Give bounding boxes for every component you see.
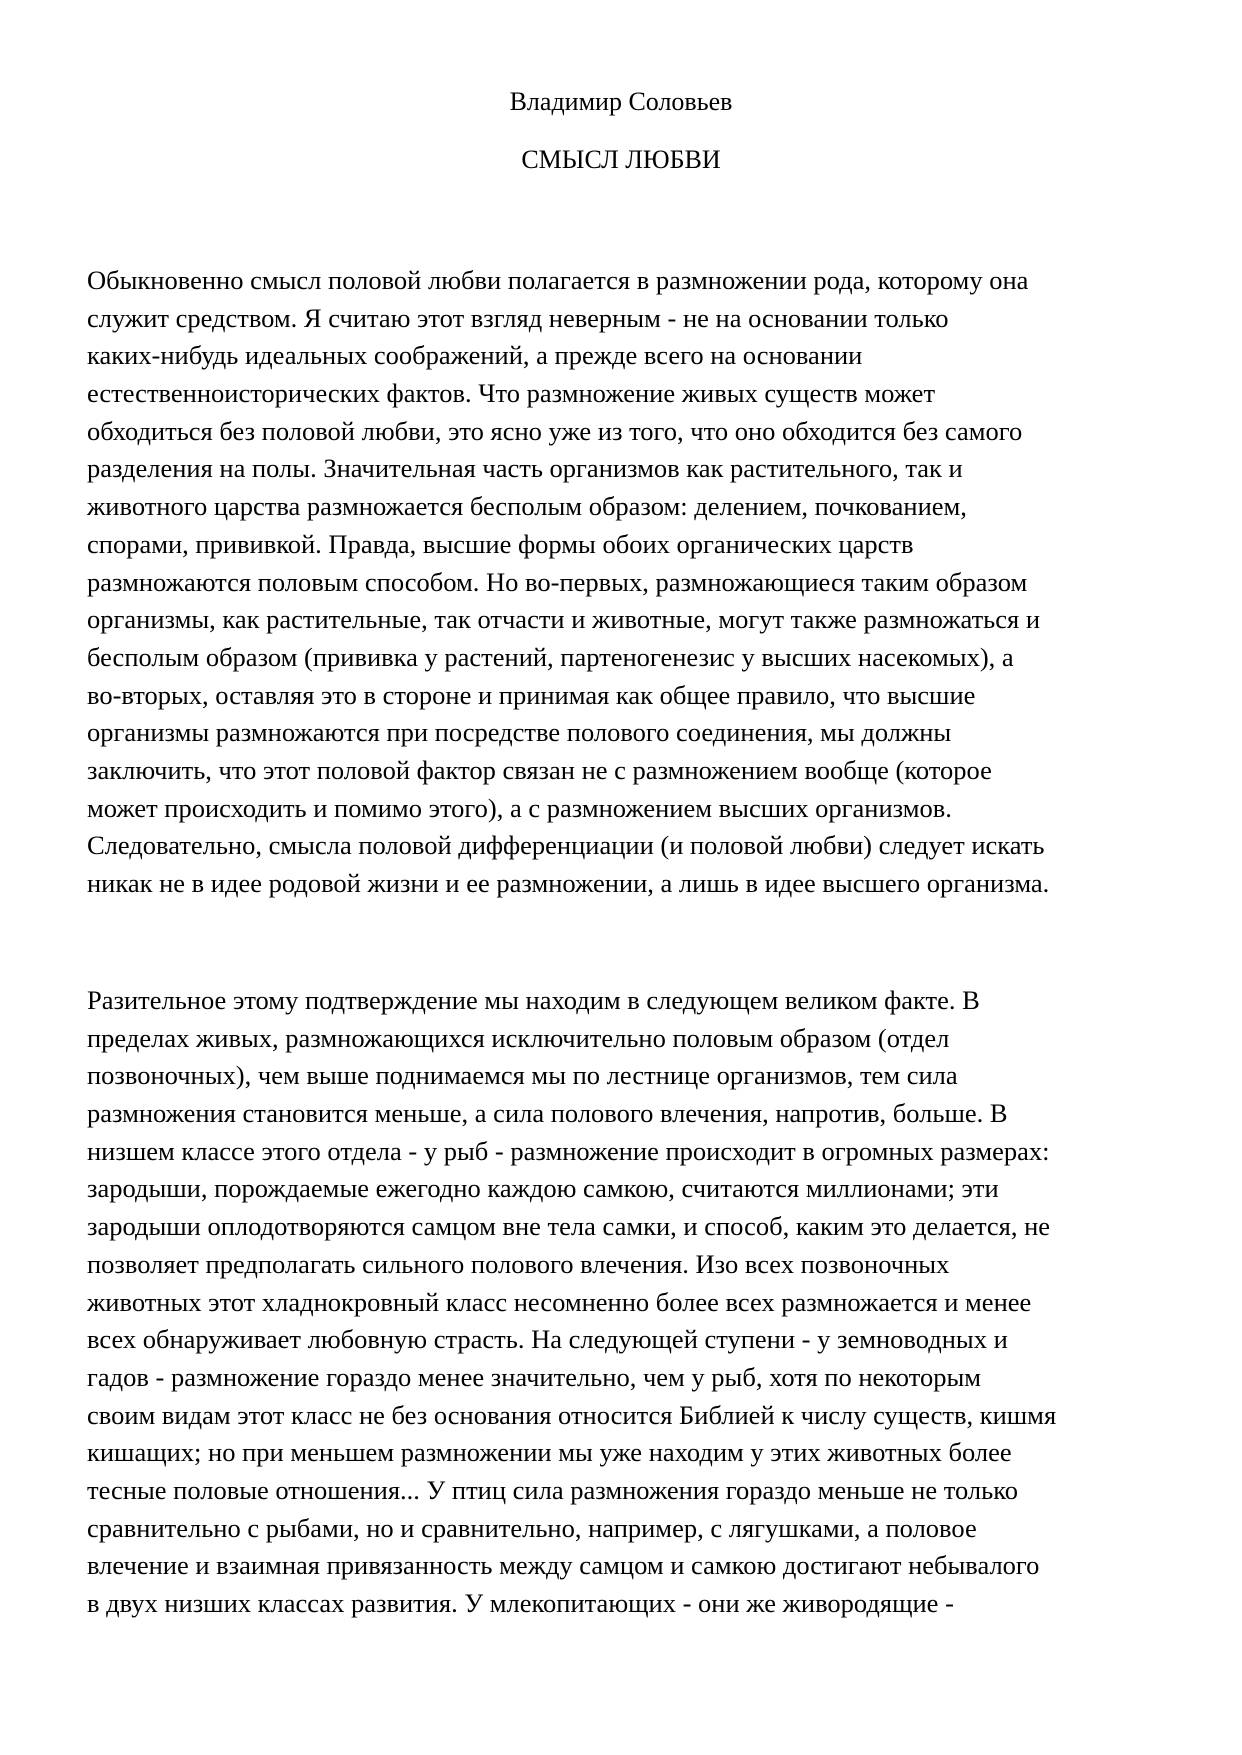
text-line: организмы, как растительные, так отчасти и животные, могут также размножаться и xyxy=(87,604,1041,635)
text-line: позволяет предполагать сильного полового влечения. Изо всех позвоночных xyxy=(87,1248,950,1279)
text-line: зародыши оплодотворяются самцом вне тела самки, и способ, каким это делается, не xyxy=(87,1211,1051,1242)
text-line: во-вторых, оставляя это в стороне и принимая как общее правило, что высшие xyxy=(87,679,976,710)
author-name: Владимир Соловьев xyxy=(509,87,733,116)
text-line: пределах живых, размножающихся исключительно половым образом (отдел xyxy=(87,1022,950,1053)
text-line: Обыкновенно смысл половой любви полагается в размножении рода, которому она xyxy=(87,265,1029,295)
text-line: в двух низших классах развития. У млекопитающих - они же живородящие - xyxy=(87,1588,954,1618)
text-line: разделения на полы. Значительная часть организмов как растительного, так и xyxy=(87,453,963,484)
text-line: спорами, прививкой. Правда, высшие формы обоих органических царств xyxy=(87,528,914,559)
text-line: зародыши, порождаемые ежегодно каждою самкою, считаются миллионами; эти xyxy=(87,1173,999,1204)
text-line: низшем классе этого отдела - у рыб - размножение происходит в огромных размерах: xyxy=(87,1135,1050,1166)
text-line: Следовательно, смысла половой дифференциации (и половой любви) следует искать xyxy=(87,830,1045,861)
paragraph-2 xyxy=(87,982,1167,1623)
text-line: может происходить и помимо этого), а с размножением высших организмов. xyxy=(87,792,952,823)
text-line: влечение и взаимная привязанность между самцом и самкою достигают небывалого xyxy=(87,1550,1040,1581)
text-line: всех обнаруживает любовную страсть. На следующей ступени - у земноводных и xyxy=(87,1324,1008,1355)
text-line: гадов - размножение гораздо менее значительно, чем у рыб, хотя по некоторым xyxy=(87,1361,982,1392)
text-line: размножения становится меньше, а сила полового влечения, напротив, больше. В xyxy=(87,1098,1008,1129)
text-line: естественноисторических фактов. Что размножение живых существ может xyxy=(87,378,936,409)
text-line: заключить, что этот половой фактор связан не с размножением вообще (которое xyxy=(87,754,992,785)
text-line: Разительное этому подтверждение мы находим в следующем великом факте. В xyxy=(87,985,980,1015)
text-line: своим видам этот класс не без основания относится Библией к числу существ, кишмя xyxy=(87,1399,1057,1430)
text-line: бесполым образом (прививка у растений, партеногенезис у высших насекомых), а xyxy=(87,641,1014,672)
text-line: организмы размножаются при посредстве полового соединения, мы должны xyxy=(87,717,952,748)
text-line: никак не в идее родовой жизни и ее размножении, а лишь в идее высшего организма. xyxy=(87,868,1050,898)
text-line: каких-нибудь идеальных соображений, а прежде всего на основании xyxy=(87,340,863,371)
text-line: кишащих; но при меньшем размножении мы уже находим у этих животных более xyxy=(87,1437,1012,1468)
text-line: обходиться без половой любви, это ясно уже из того, что оно обходится без самого xyxy=(87,415,1023,446)
text-line: позвоночных), чем выше поднимаемся мы по лестнице организмов, тем сила xyxy=(87,1060,958,1091)
text-line: тесные половые отношения... У птиц сила размножения гораздо меньше не только xyxy=(87,1474,1018,1505)
text-line: служит средством. Я считаю этот взгляд неверным - не на основании только xyxy=(87,302,949,333)
text-line: сравнительно с рыбами, но и сравнительно, например, с лягушками, а половое xyxy=(87,1512,977,1543)
text-line: размножаются половым способом. Но во-первых, размножающиеся таким образом xyxy=(87,566,1028,597)
text-line: животного царства размножается бесполым образом: делением, почкованием, xyxy=(87,491,967,522)
document-title: СМЫСЛ ЛЮБВИ xyxy=(521,145,721,174)
text-line: животных этот хладнокровный класс несомненно более всех размножается и менее xyxy=(87,1286,1032,1317)
paragraph-1 xyxy=(87,262,1167,903)
